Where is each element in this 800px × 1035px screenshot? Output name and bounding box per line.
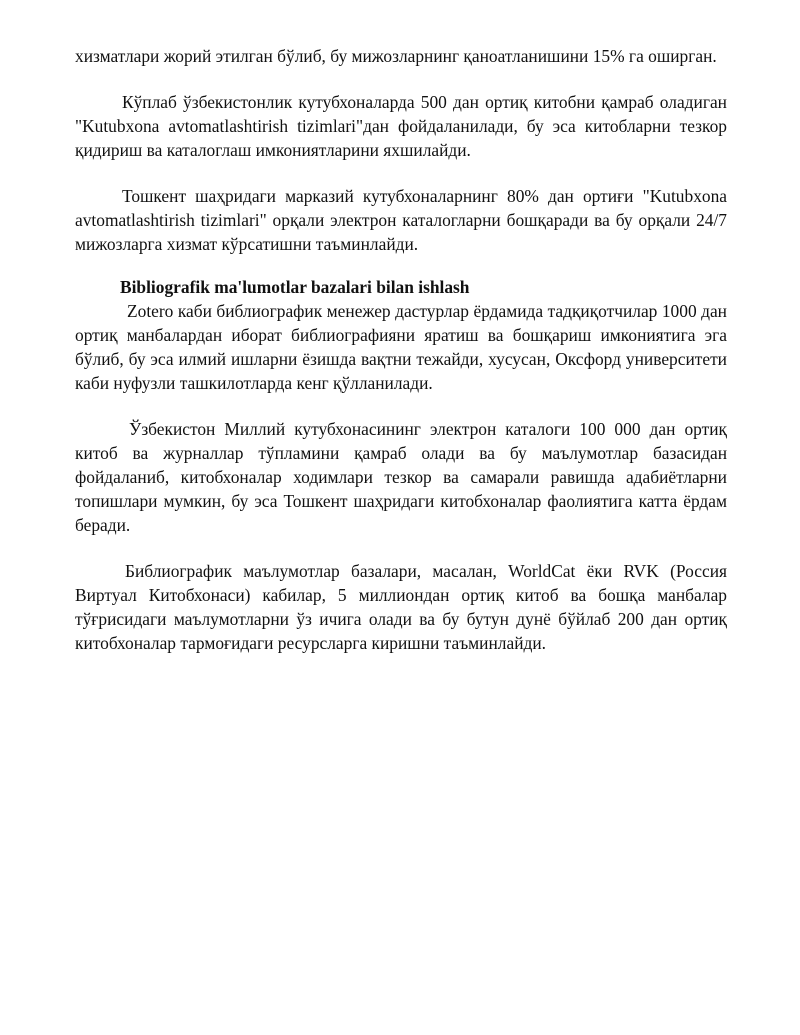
- paragraph-tashkent-catalogs: Тошкент шаҳридаги марказий кутубхоналарнинг 80% дан ортиғи "Kutubxona avtomatlashtirish tizimlari" орқали электрон каталогларни бошқаради ва бу орқали 24/7 мижозларга хизмат кўрсатишни таъминлайди.: [75, 186, 727, 254]
- paragraph-national-library: Ўзбекистон Миллий кутубхонасининг электрон каталоги 100 000 дан ортиқ китоб ва журналлар тўпламини қамраб олади ва бу маълумотлар базасидан фойдаланиб, китобхоналар ходимлари тезкор ва самарали равишда адабиётларни топишлари мумкин, бу эса Тошкент шаҳридаги китобхоналар фаолиятига катта ёрдам беради.: [75, 419, 727, 535]
- paragraph-library-automation: Кўплаб ўзбекистонлик кутубхоналарда 500 дан ортиқ китобни қамраб оладиган "Kutubxona avtomatlashtirish tizimlari"дан фойдаланилади, бу эса китобларни тезкор қидириш ва каталоглаш имкониятларини яхшилайди.: [75, 92, 727, 160]
- paragraph-worldcat: Библиографик маълумотлар базалари, масалан, WorldCat ёки RVK (Россия Виртуал Китобхонаси) кабилар, 5 миллиондан ортиқ китоб ва бошқа манбалар тўғрисидаги маълумотларни ўз ичига олади ва бу бутун дунё бўйлаб 200 дан ортиқ китобхоналар тармоғидаги ресурсларга киришни таъминлайди.: [75, 561, 727, 653]
- paragraph-continuation: хизматлари жорий этилган бўлиб, бу мижозларнинг қаноатланишини 15% га оширган.: [75, 46, 717, 66]
- section-heading: Bibliografik ma'lumotlar bazalari bilan ishlash: [120, 277, 470, 297]
- document-page: [75, 44, 727, 655]
- paragraph-zotero: Zotero каби библиографик менежер дастурлар ёрдамида тадқиқотчилар 1000 дан ортиқ манбалардан иборат библиографияни яратиш ва бошқариш имкониятига эга бўлиб, бу эса илмий ишларни ёзишда вақтни тежайди, хусусан, Оксфорд университети каби нуфузли ташкилотларда кенг қўлланилади.: [75, 301, 727, 393]
